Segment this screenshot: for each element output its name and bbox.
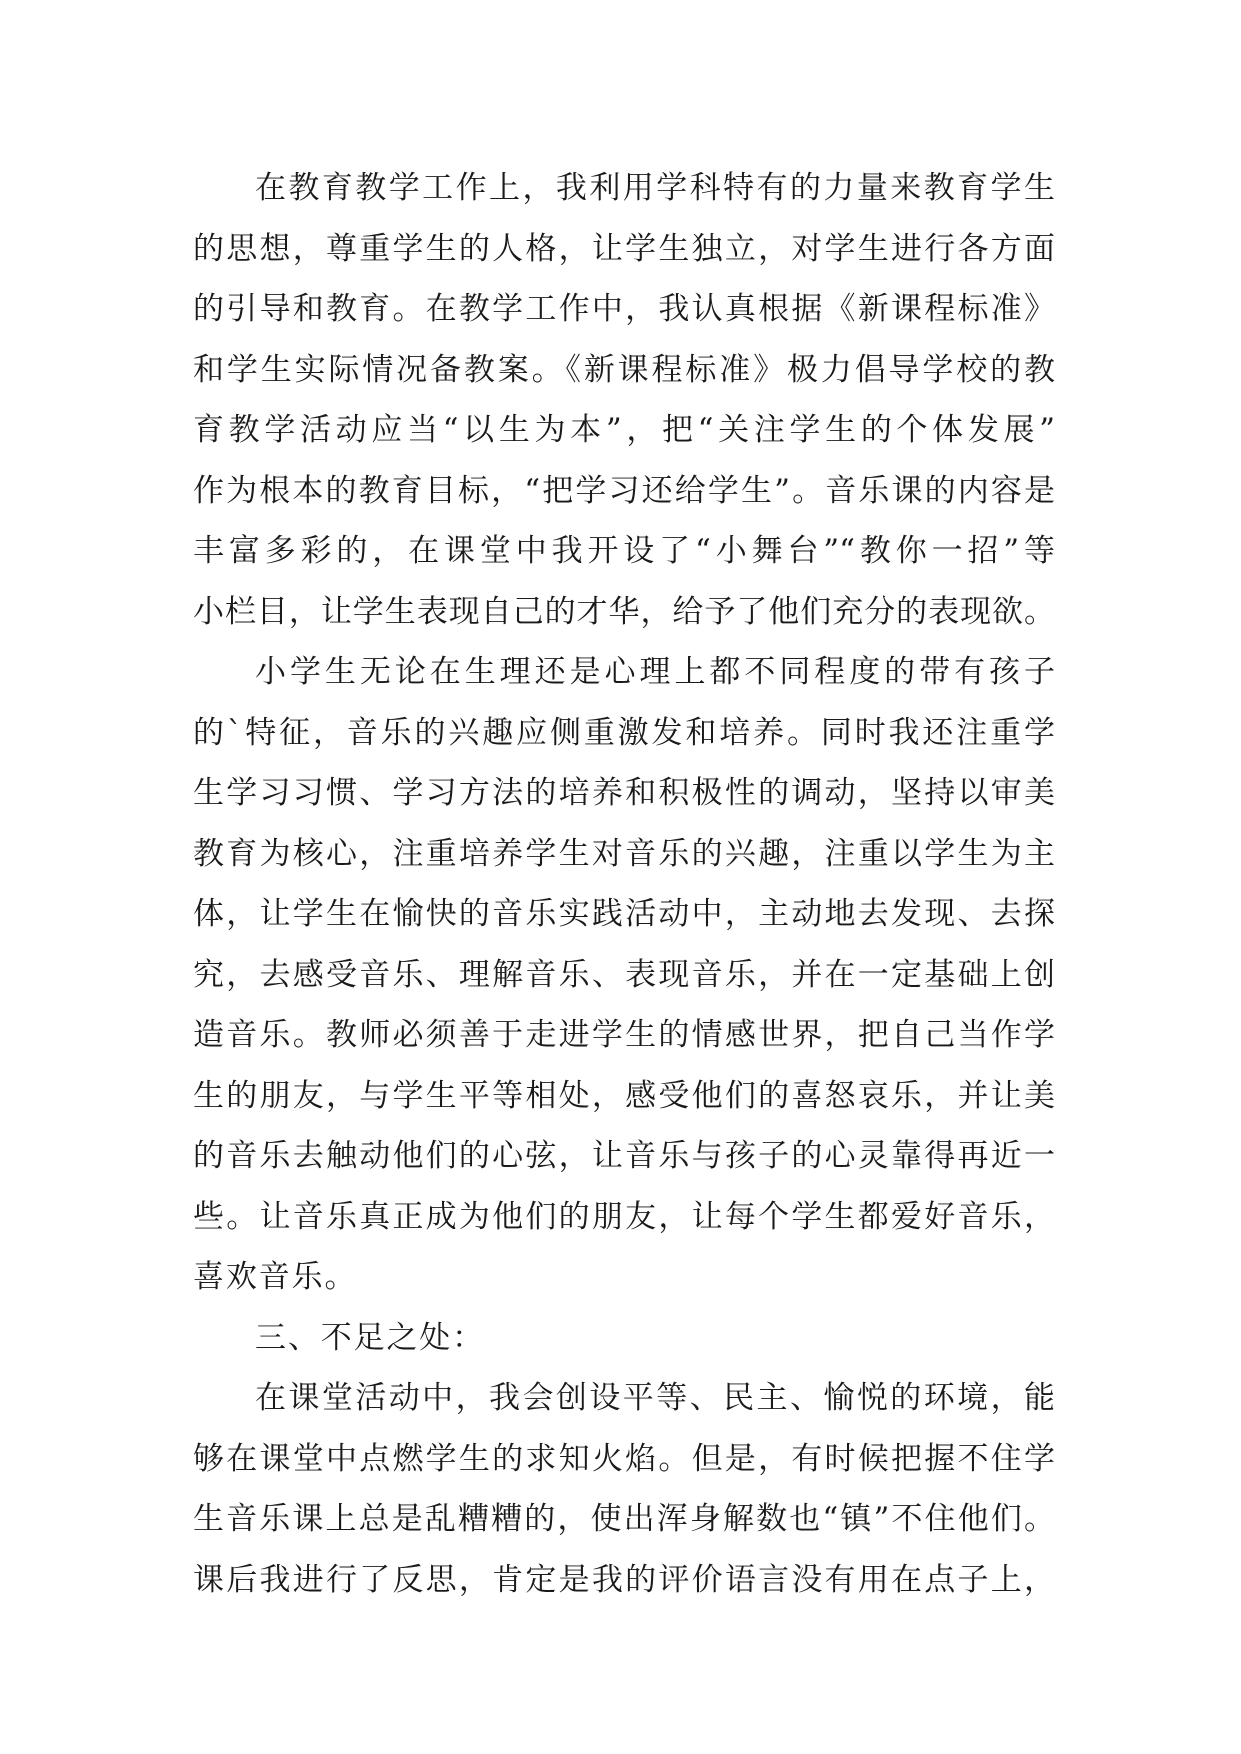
text-line: 丰富多彩的，在课堂中我开设了“小舞台”“教你一招”等	[193, 533, 1055, 569]
text-line: 和学生实际情况备教案。《新课程标准》极力倡导学校的教	[193, 351, 1055, 388]
text-line: 小栏目，让学生表现自己的才华，给予了他们充分的表现欲。	[193, 593, 1055, 630]
text-line: 生学习习惯、学习方法的培养和积极性的调动，坚持以审美	[193, 775, 1055, 811]
section-heading: 三、不足之处：	[255, 1319, 486, 1356]
paragraph-student-interest	[193, 642, 1055, 1308]
paragraph-teaching-approach	[193, 158, 1055, 642]
text-line: 的`特征，音乐的兴趣应侧重激发和培养。同时我还注重学	[193, 714, 1055, 751]
text-line: 育教学活动应当“以生为本”，把“关注学生的个体发展”	[193, 412, 1055, 448]
text-line: 在教育教学工作上，我利用学科特有的力量来教育学生	[255, 170, 1055, 206]
text-line: 究，去感受音乐、理解音乐、表现音乐，并在一定基础上创	[193, 956, 1055, 993]
text-line: 课后我进行了反思，肯定是我的评价语言没有用在点子上，	[193, 1561, 1055, 1598]
text-line: 造音乐。教师必须善于走进学生的情感世界，把自己当作学	[193, 1017, 1055, 1053]
text-line: 生音乐课上总是乱糟糟的，使出浑身解数也“镇”不住他们。	[193, 1501, 1055, 1537]
text-line: 体，让学生在愉快的音乐实践活动中，主动地去发现、去探	[193, 896, 1055, 932]
text-line: 教育为核心，注重培养学生对音乐的兴趣，注重以学生为主	[193, 835, 1055, 872]
text-line: 小学生无论在生理还是心理上都不同程度的带有孩子	[255, 654, 1055, 690]
text-line: 的思想，尊重学生的人格，让学生独立，对学生进行各方面	[193, 230, 1055, 267]
paragraph-classroom-activity	[193, 1368, 1055, 1610]
text-line: 在课堂活动中，我会创设平等、民主、愉悦的环境，能	[255, 1380, 1055, 1416]
text-line: 生的朋友，与学生平等相处，感受他们的喜怒哀乐，并让美	[193, 1077, 1055, 1114]
text-line: 的引导和教育。在教学工作中，我认真根据《新课程标准》	[193, 291, 1055, 327]
text-line: 些。让音乐真正成为他们的朋友，让每个学生都爱好音乐，	[193, 1198, 1055, 1235]
text-line: 喜欢音乐。	[193, 1259, 358, 1295]
text-line: 够在课堂中点燃学生的求知火焰。但是，有时候把握不住学	[193, 1440, 1055, 1477]
text-line: 的音乐去触动他们的心弦，让音乐与孩子的心灵靠得再近一	[193, 1138, 1055, 1174]
body-text	[193, 158, 1055, 1610]
text-line: 作为根本的教育目标，“把学习还给学生”。音乐课的内容是	[193, 472, 1055, 509]
section-heading-shortcomings	[193, 1308, 1055, 1369]
